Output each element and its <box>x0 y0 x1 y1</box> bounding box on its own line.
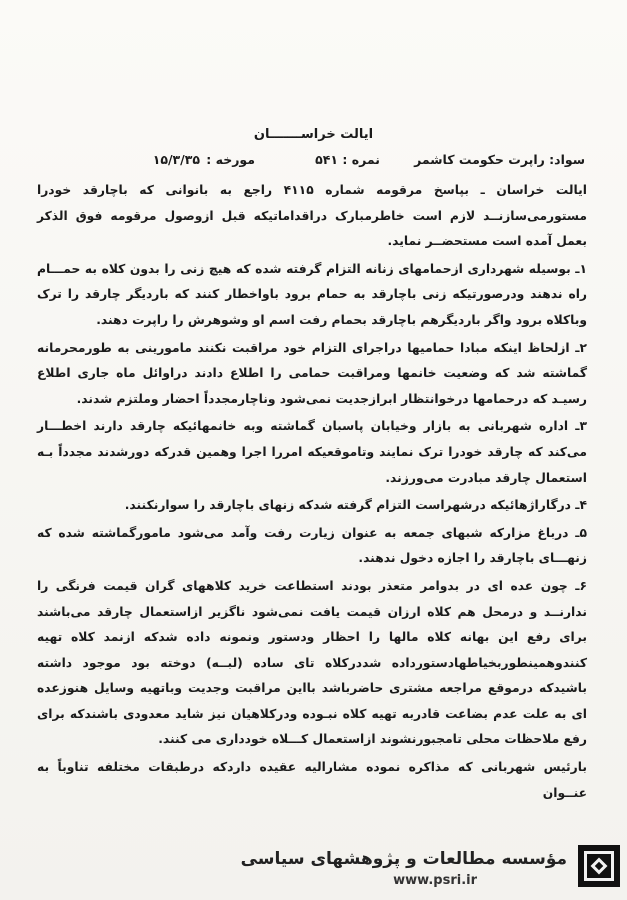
paragraph-1: ۱ـ بوسیله شهرداری ازحمامهای زنانه التزام گرفته شده که هیچ زنی را بدون کلاه به حمـــام راه ندهند ودرصورتیکه زنی باچارقد به حمام برود باواخطار کنند که باردیگر چارقد را ترک وباکلاه برود واگر باردیگرهم باچارقد بحمام رفت اسم او وشوهرش را راپرت دهند. <box>37 261 587 327</box>
paragraph-closing: بارئیس شهربانی که مذاکره نموده مشارالیه عقیده داردکه درطبقات مختلفه تناوباً به عنــوان <box>37 760 587 800</box>
document-number: نمره : ۵۴۱ <box>315 152 380 167</box>
paragraph-2: ۲ـ ازلحاظ اینکه مبادا حمامیها دراجرای التزام خود مراقبت نکنند مامورینی به طورمحرمانه گماشته شد که وضعیت خانمها ومراقبت حمامی را اطلاع دادند دراوائل ماه جاری اطلاع رسیـد که درحمامها درخوانتظار ابرازجدیت نمی‌شود وناچارمجدداً احضار وملتزم شدند. <box>37 340 587 406</box>
paragraph-5: ۵ـ درباغ مزارکه شبهای جمعه به عنوان زیارت رفت وآمد می‌شود مامورگماشته شده که زنهـــای باچارقد را اجازه دخول ندهند. <box>37 525 587 566</box>
document-date-label: مورخه : <box>206 152 255 167</box>
document-header <box>25 152 585 172</box>
document-body <box>37 178 587 808</box>
watermark-org-name: مؤسسه مطالعات و پژوهشهای سیاسی <box>240 849 567 869</box>
document-title: ایالت خراســـــــان <box>253 127 374 142</box>
document-subject: سواد: راپرت حکومت کاشمر <box>414 152 585 167</box>
paragraph-intro: ایالت خراسان ـ بپاسخ مرقومه شماره ۴۱۱۵ راجع به بانوانی که باچارقد خودرا مستورمی‌سازنــد لازم است خاطرمبارک دراقداماتیکه قبل ازوصول مرقومه فوق الذکر بعمل آمده است مستحضــر نماید. <box>37 183 587 249</box>
psri-logo-icon <box>578 845 620 887</box>
paragraph-6: ۶ـ چون عده ای در بدوامر متعذر بودند استطاعت خرید کلاههای گران قیمت فرنگی را ندارنــد و درمحل هم کلاه ارزان قیمت یافت نمی‌شود ناگزیر ازاستعمال چارقد می‌باشند برای رفع این بهانه کلاه مالها را احظار ودستور ونمونه داده شدکه ازنمد کلاه تهیه کنندوهمینطوربخیاطهادستورداده شددرکلاه تای ساده (لبــه) دوخته بود موجود داشته باشیدکه درموقع مراجعه مشتری حاضرباشد بااین مراقبت وجدیت وباتهیه وسایل هنوزعده ای به علت عدم بضاعت قادربه تهیه کلاه نبـوده ودرکلاهیان نیز شاید معدودی باشندکه برای رفع ملاحظات محلی تامجبورنشوند ازاستعمال کـــلاه خودداری می کنند. <box>37 578 587 747</box>
paragraph-3: ۳ـ اداره شهربانی به بازار وخیابان پاسبان گماشته وبه خانمهائیکه چارقد دارند اخطـــار می‌کند که چارقد خودرا ترک نمایند وتاموقعیکه امررا اجرا وهمین قدرکه دورشدند مجدداً بـه استعمال چارقد مبادرت می‌ورزند. <box>37 419 587 485</box>
paragraph-4: ۴ـ درگاراژهائیکه درشهراست التزام گرفته شدکه زنهای باچارقد را سوارنکنند. <box>124 498 587 513</box>
watermark-url: www.psri.ir <box>393 873 477 888</box>
document-date: ۱۵/۳/۳۵ <box>152 152 200 167</box>
